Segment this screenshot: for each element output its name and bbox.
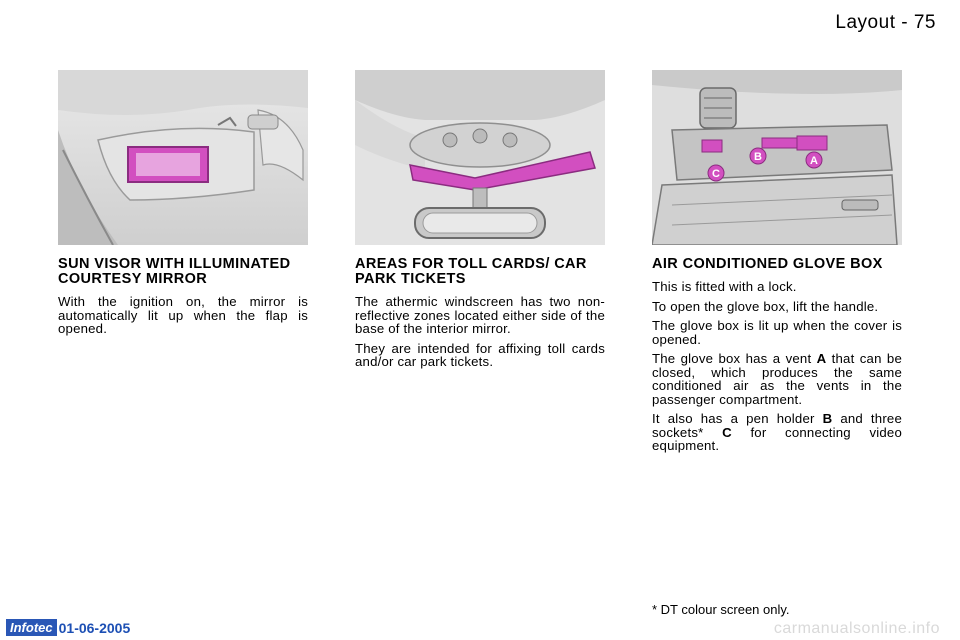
key-c: C xyxy=(722,424,732,440)
vent-paragraph: The glove box has a vent A that can be closed, which produces the same conditioned air as the vents in the passenger compartment. xyxy=(652,351,902,407)
watermark: carmanualsonline.info xyxy=(773,620,940,637)
label-a: A xyxy=(810,155,818,167)
label-c: C xyxy=(712,168,720,180)
section-paragraph: With the ignition on, the mirror is automatically lit up when the flap is opened. xyxy=(58,294,308,336)
infotec-logo: Infotec xyxy=(6,619,57,636)
footnote: * DT colour screen only. xyxy=(652,602,790,617)
page-header: Layout - 75 xyxy=(835,12,936,33)
key-b: B xyxy=(822,411,833,426)
footer-date: 01-06-2005 xyxy=(58,619,131,636)
key-a: A xyxy=(816,351,827,366)
section-heading: AIR CONDITIONED GLOVE BOX xyxy=(652,256,883,272)
section-heading: AREAS FOR TOLL CARDS/ CAR PARK TICKETS xyxy=(355,256,587,287)
section-paragraph: To open the glove box, lift the handle. xyxy=(652,298,879,314)
section-paragraph: The athermic windscreen has two non-reflective zones located either side of the base of the interior mirror. xyxy=(355,294,605,336)
section-glove-box xyxy=(652,70,902,459)
sun-visor-illustration xyxy=(58,70,308,245)
glove-box-illustration xyxy=(652,70,902,245)
section-paragraph: This is fitted with a lock. xyxy=(652,279,797,294)
footer-brand xyxy=(6,619,130,636)
section-toll-cards xyxy=(355,70,605,375)
windscreen-illustration xyxy=(355,70,605,245)
section-paragraph: The glove box is lit up when the cover is opened. xyxy=(652,318,902,347)
pen-holder-paragraph: It also has a pen holder B and three sockets* C for connecting video equipment. xyxy=(652,411,902,453)
section-heading: SUN VISOR WITH ILLUMINATED COURTESY MIRROR xyxy=(58,256,291,287)
section-paragraph: They are intended for affixing toll cards and/or car park tickets. xyxy=(355,340,605,369)
section-sun-visor xyxy=(58,70,308,342)
label-b: B xyxy=(754,151,762,163)
